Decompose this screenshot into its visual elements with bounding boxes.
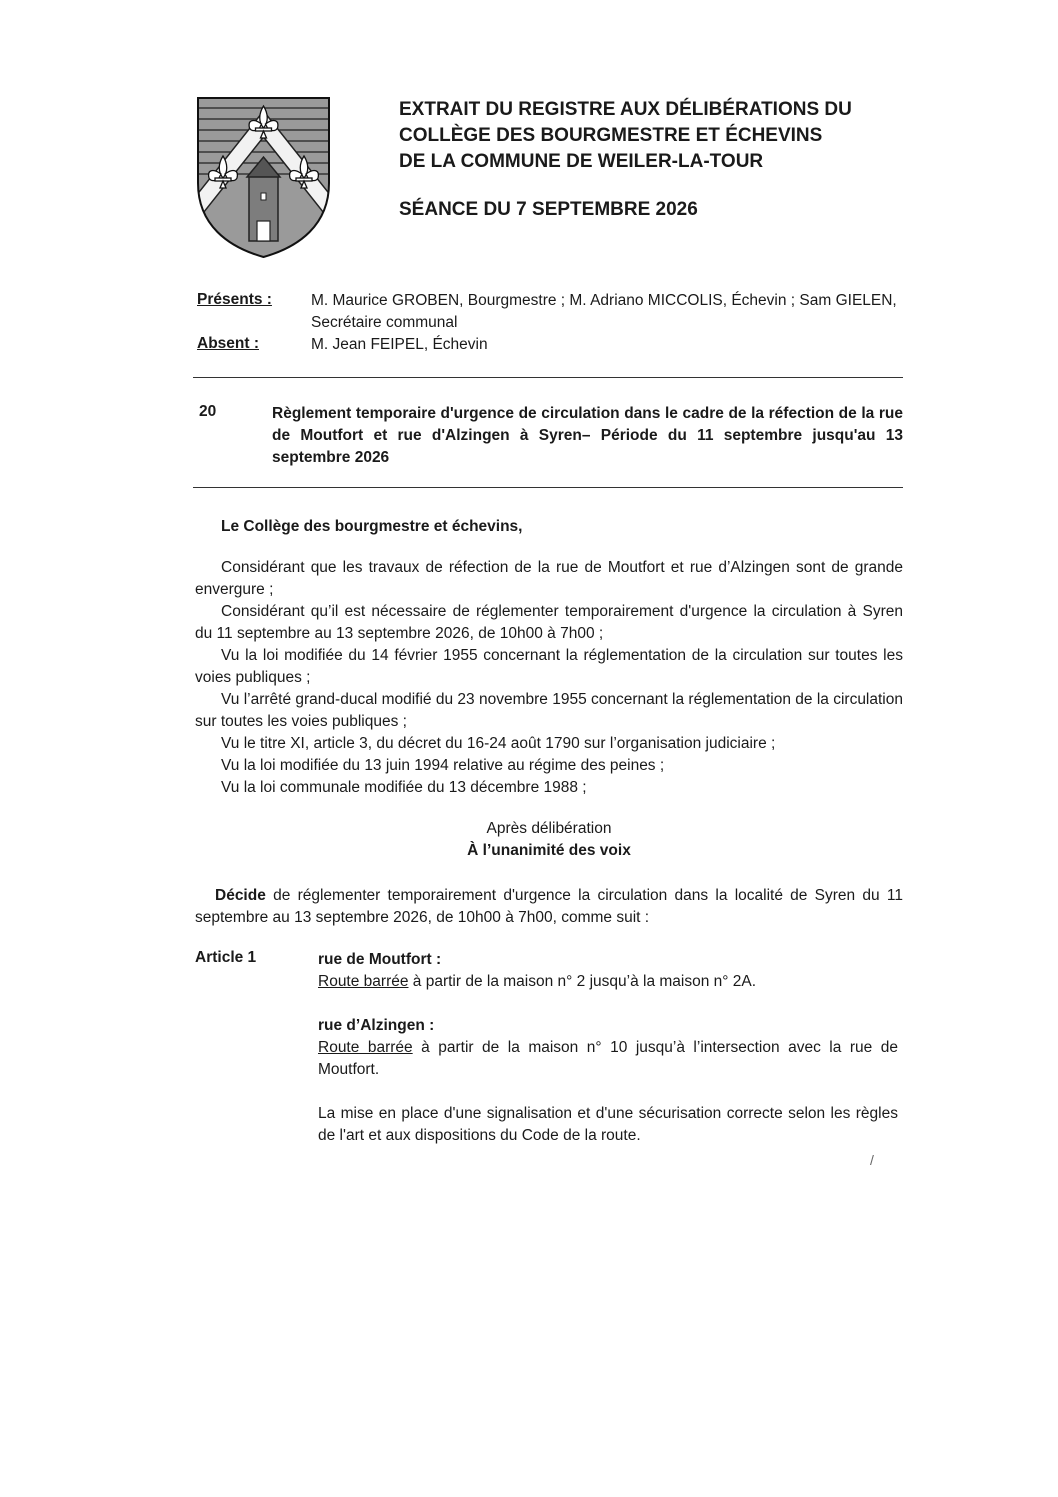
alzingen-closure-text: à partir de la maison n° 10 jusqu’à l’intersection avec la rue de Moutfort.: [318, 1039, 898, 1078]
street-moutfort: rue de Moutfort :: [318, 951, 442, 968]
absent-label: Absent :: [197, 335, 259, 352]
session-date: SÉANCE DU 7 SEPTEMBRE 2026: [399, 199, 698, 220]
alzingen-closure: [318, 1037, 898, 1081]
considerants-list: [195, 557, 903, 799]
unanimite: À l’unanimité des voix: [467, 842, 631, 859]
divider-bottom: [193, 487, 903, 488]
college-heading: Le Collège des bourgmestre et échevins,: [221, 518, 523, 535]
title-line-2: COLLÈGE DES BOURGMESTRE ET ÉCHEVINS: [399, 125, 823, 146]
signalisation-paragraph: La mise en place d'une signalisation et d'une sécurisation correcte selon les règles de l'art et aux dispositions du Code de la route.: [318, 1105, 898, 1144]
decision-paragraph: [195, 885, 903, 929]
decide-text: de réglementer temporairement d'urgence la circulation dans la localité de Syren du 11 septembre au 13 septembre 2026, de 10h00 à 7h00, comme suit :: [195, 887, 903, 926]
present-label: Présents :: [197, 291, 272, 308]
street-alzingen: rue d’Alzingen :: [318, 1017, 435, 1034]
deliberation-block: [195, 818, 903, 862]
present-line-2: Secrétaire communal: [311, 314, 458, 331]
considerant-4: Vu l’arrêté grand-ducal modifié du 23 novembre 1955 concernant la réglementation de la circulation sur toutes les voies publiques ;: [195, 691, 903, 730]
title-line-1: EXTRAIT DU REGISTRE AUX DÉLIBÉRATIONS DU: [399, 99, 852, 120]
apres-deliberation: Après délibération: [486, 820, 612, 837]
considerant-7: Vu la loi communale modifiée du 13 décembre 1988 ;: [221, 779, 587, 796]
pen-mark: /: [870, 1152, 874, 1168]
considerant-1: Considérant que les travaux de réfection de la rue de Moutfort et rue d’Alzingen sont de grande envergure ;: [195, 559, 903, 598]
considerant-3: Vu la loi modifiée du 14 février 1955 concernant la réglementation de la circulation sur toutes les voies publiques ;: [195, 647, 903, 686]
moutfort-closure: [318, 971, 898, 993]
absent-value: M. Jean FEIPEL, Échevin: [311, 336, 488, 353]
article-1-label: Article 1: [195, 949, 257, 966]
document-title: [399, 97, 959, 175]
considerant-2: Considérant qu’il est nécessaire de réglementer temporairement d'urgence la circulation à Syren du 11 septembre au 13 septembre 2026, de 10h00 à 7h00 ;: [195, 603, 903, 642]
item-title: Règlement temporaire d'urgence de circulation dans le cadre de la réfection de la rue de Moutfort et rue d'Alzingen à Syren– Période du 11 septembre jusqu'au 13 septembre 2026: [272, 405, 903, 466]
title-line-3: DE LA COMMUNE DE WEILER-LA-TOUR: [399, 151, 764, 172]
considerant-6: Vu la loi modifiée du 13 juin 1994 relative au régime des peines ;: [221, 757, 665, 774]
coat-of-arms-icon: [197, 97, 330, 259]
route-barree-label: Route barrée: [318, 1039, 413, 1056]
route-barree-label: Route barrée: [318, 973, 409, 990]
article-1-body: [318, 949, 898, 1147]
considerant-5: Vu le titre XI, article 3, du décret du 16-24 août 1790 sur l’organisation judiciaire ;: [221, 735, 776, 752]
divider-top: [193, 377, 903, 378]
moutfort-closure-text: à partir de la maison n° 2 jusqu’à la maison n° 2A.: [408, 973, 757, 990]
item-number: 20: [199, 403, 217, 420]
present-line-1: M. Maurice GROBEN, Bourgmestre ; M. Adriano MICCOLIS, Échevin ; Sam GIELEN,: [311, 292, 897, 309]
present-list: [311, 290, 911, 334]
decide-word: Décide: [215, 887, 266, 904]
